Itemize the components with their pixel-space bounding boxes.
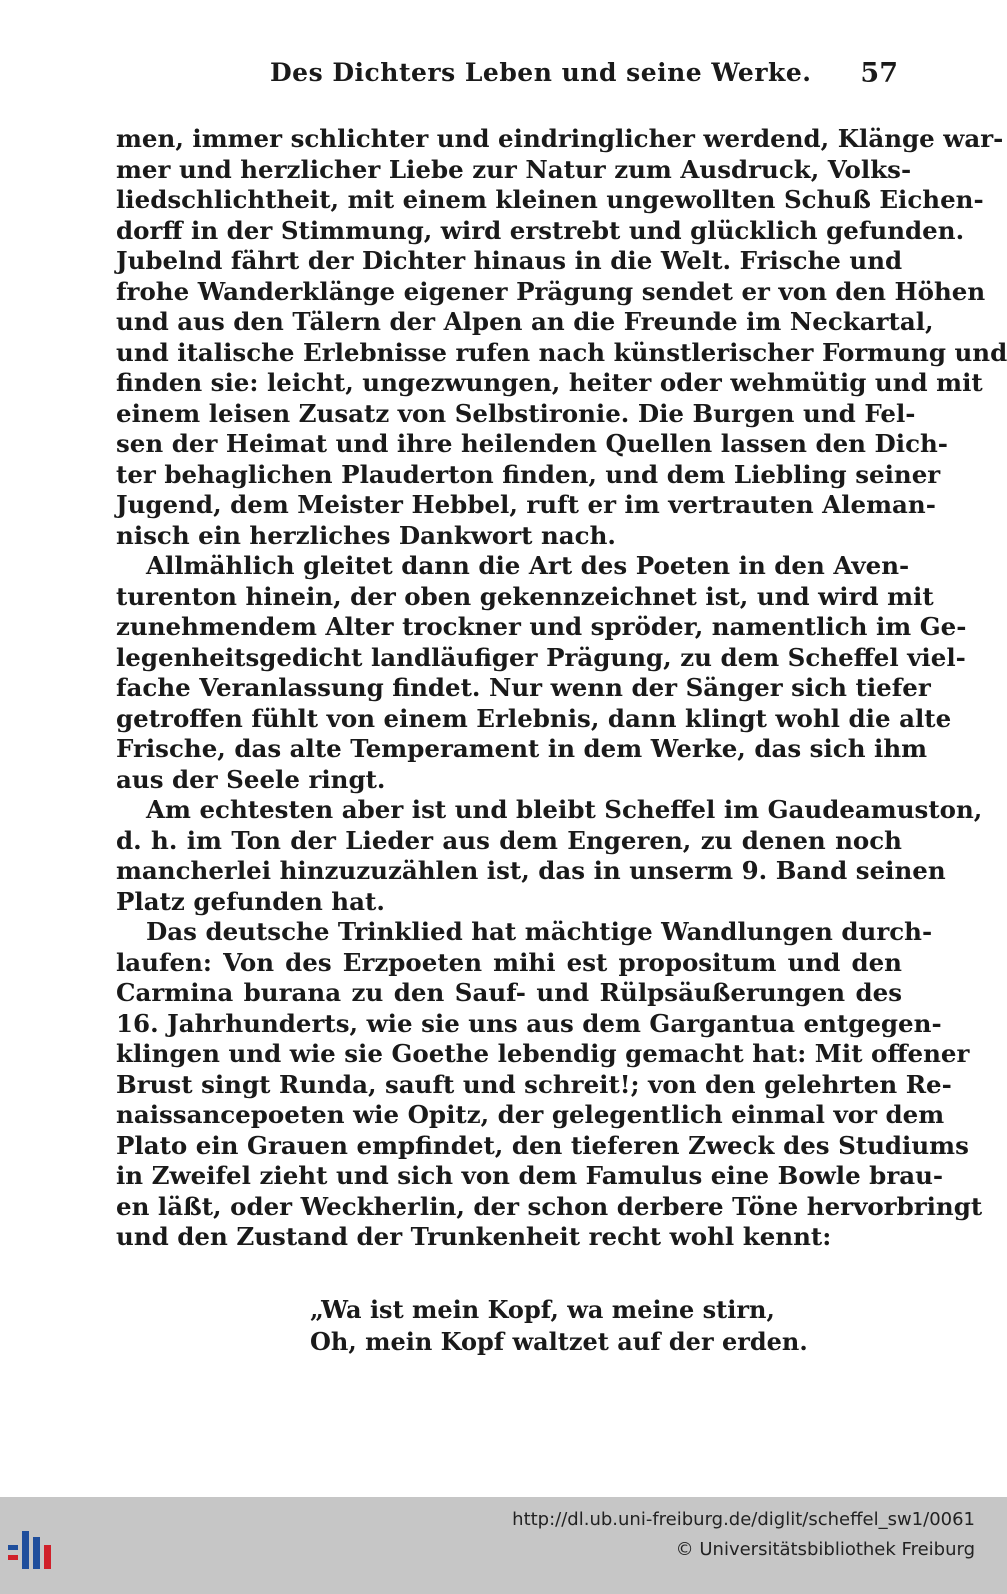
text-line: getroffen fühlt von einem Erlebnis, dann klingt wohl die alte [116,703,952,733]
text-line: einem leisen Zusatz von Selbstironie. Die Burgen und Fel- [116,398,916,428]
text-line: 16. Jahrhunderts, wie sie uns aus dem Gargantua entgegen- [116,1008,942,1038]
text-line: mancherlei hinzuzuzählen ist, das in unserm 9. Band seinen [116,856,946,885]
text-line: sen der Heimat und ihre heilenden Quellen lassen den Dich- [116,429,948,458]
text-line: legenheitsgedicht landläufiger Prägung, zu dem Scheffel viel- [116,642,966,672]
text-line: Brust singt Runda, sauft und schreit!; von den gelehrten Re- [116,1069,952,1099]
running-head: Des Dichters Leben und seine Werke. [270,58,812,87]
library-logo-icon [8,1523,62,1577]
document-url[interactable]: http://dl.ub.uni-freiburg.de/diglit/scheffel_sw1/0061 [512,1509,975,1530]
text-line: turenton hinein, der oben gekennzeichnet ist, und wird mit [116,581,934,611]
text-line: fache Veranlassung findet. Nur wenn der Sänger sich tiefer [116,673,931,702]
text-line: und italische Erlebnisse rufen nach künstlerischer Formung und [116,337,1007,367]
page-header [118,58,898,94]
text-line: aus der Seele ringt. [116,764,386,794]
text-line: und aus den Tälern der Alpen an die Freunde im Neckartal, [116,307,934,336]
text-line: Frische, das alte Temperament in dem Werke, das sich ihm [116,734,928,763]
text-line: Jugend, dem Meister Hebbel, ruft er im vertrauten Aleman- [116,490,936,519]
text-line: Das deutsche Trinklied hat mächtige Wandlungen durch- [146,917,933,946]
text-line: dorff in der Stimmung, wird erstrebt und glücklich gefunden. [116,215,965,245]
text-line: Jubelnd fährt der Dichter hinaus in die Welt. Frische und [116,246,903,275]
copyright-notice: © Universitätsbibliothek Freiburg [675,1539,975,1560]
text-line: d. h. im Ton der Lieder aus dem Engeren, zu denen noch [116,825,902,855]
text-line: Am echtesten aber ist und bleibt Scheffel im Gaudeamuston, [146,795,983,824]
viewer-footer [0,1497,1007,1594]
text-line: klingen und wie sie Goethe lebendig gemacht hat: Mit offener [116,1039,970,1068]
text-line: mer und herzlicher Liebe zur Natur zum Ausdruck, Volks- [116,154,912,184]
text-line: nisch ein herzliches Dankwort nach. [116,520,616,550]
text-line: liedschlichtheit, mit einem kleinen ungewollten Schuß Eichen- [116,185,984,214]
text-line: ter behaglichen Plauderton finden, und dem Liebling seiner [116,459,941,489]
page-number: 57 [860,58,898,89]
text-line: finden sie: leicht, ungezwungen, heiter oder wehmütig und mit [116,368,983,397]
verse-quote [310,1294,808,1358]
text-line: men, immer schlichter und eindringlicher werdend, Klänge war- [116,124,1004,153]
verse-line: „Wa ist mein Kopf, wa meine stirn, [310,1295,775,1324]
body-text [116,124,1007,1253]
text-line: naissancepoeten wie Opitz, der gelegentlich einmal vor dem [116,1100,945,1129]
text-line: Carmina burana zu den Sauf- und Rülpsäußerungen des [116,978,902,1007]
text-line: Platz gefunden hat. [116,886,385,916]
text-line: frohe Wanderklänge eigener Prägung sendet er von den Höhen [116,276,986,306]
text-line: und den Zustand der Trunkenheit recht wohl kennt: [116,1222,832,1251]
text-line: Plato ein Grauen empfindet, den tieferen Zweck des Studiums [116,1130,969,1160]
text-line: Allmählich gleitet dann die Art des Poeten in den Aven- [146,551,910,580]
verse-line: Oh, mein Kopf waltzet auf der erden. [310,1327,808,1356]
text-line: laufen: Von des Erzpoeten mihi est propositum und den [116,947,902,977]
text-line: zunehmendem Alter trockner und spröder, namentlich im Ge- [116,612,967,641]
text-line: en läßt, oder Weckherlin, der schon derbere Töne hervorbringt [116,1191,983,1221]
text-line: in Zweifel zieht und sich von dem Famulus eine Bowle brau- [116,1161,944,1190]
